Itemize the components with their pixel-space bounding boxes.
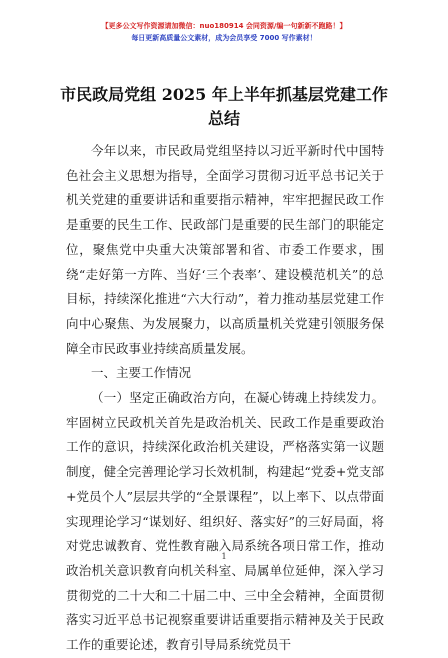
promo-banner-line-2: 每日更新高质量公文素材，成为会员享受 7000 写作素材！ <box>131 34 317 42</box>
document-body <box>66 139 384 658</box>
page-number: 1 <box>221 552 227 561</box>
section-heading: 一、主要工作情况 <box>91 365 192 381</box>
body-paragraph: （一）坚定正确政治方向，在凝心铸魂上持续发力。牢固树立民政机关首先是政治机关、民政工作是重要政治工作的意识，持续深化政治机关建设，严格落实第一议题制度，健全完善理论学习长效机制，构建起“党委+党支部+党员个人”层层共学的“全景课程”，以上率下、以点带面实现理论学习“谋划好、组织好、落实好”的三好局面，将对党忠诚教育、党性教育融入局系统各项日常工作，推动政治机关意识教育向机关科室、局属单位延伸，深入学习贯彻党的二十大和二十届二中、三中全会精神，全面贯彻落实习近平总书记视察重要讲话重要指示精神及关于民政工作的重要论述，教育引导局系统党员干 <box>66 390 384 653</box>
intro-paragraph: 今年以来，市民政局党组坚持以习近平新时代中国特色社会主义思想为指导，全面学习贯彻习近平总书记关于机关党建的重要讲话和重要指示精神，牢牢把握民政工作是重要的民生工作、民政部门是重要的民生部门的职能定位，聚焦党中央重大决策部署和省、市委工作要求，围绕“走好第一方阵、当好‘三个表率’、建设模范机关”的总目标，持续深化推进“六大行动”，着力推动基层党建工作向中心聚焦、为发展聚力，以高质量机关党建引领服务保障全市民政事业持续高质量发展。 <box>66 143 384 356</box>
document-title: 市民政局党组 2025 年上半年抓基层党建工作总结 <box>60 85 388 128</box>
promo-banner-line-1: 【更多公文写作资源请加微信：nuo180914 会同资源/编一句新新不跑路！】 <box>101 22 347 30</box>
